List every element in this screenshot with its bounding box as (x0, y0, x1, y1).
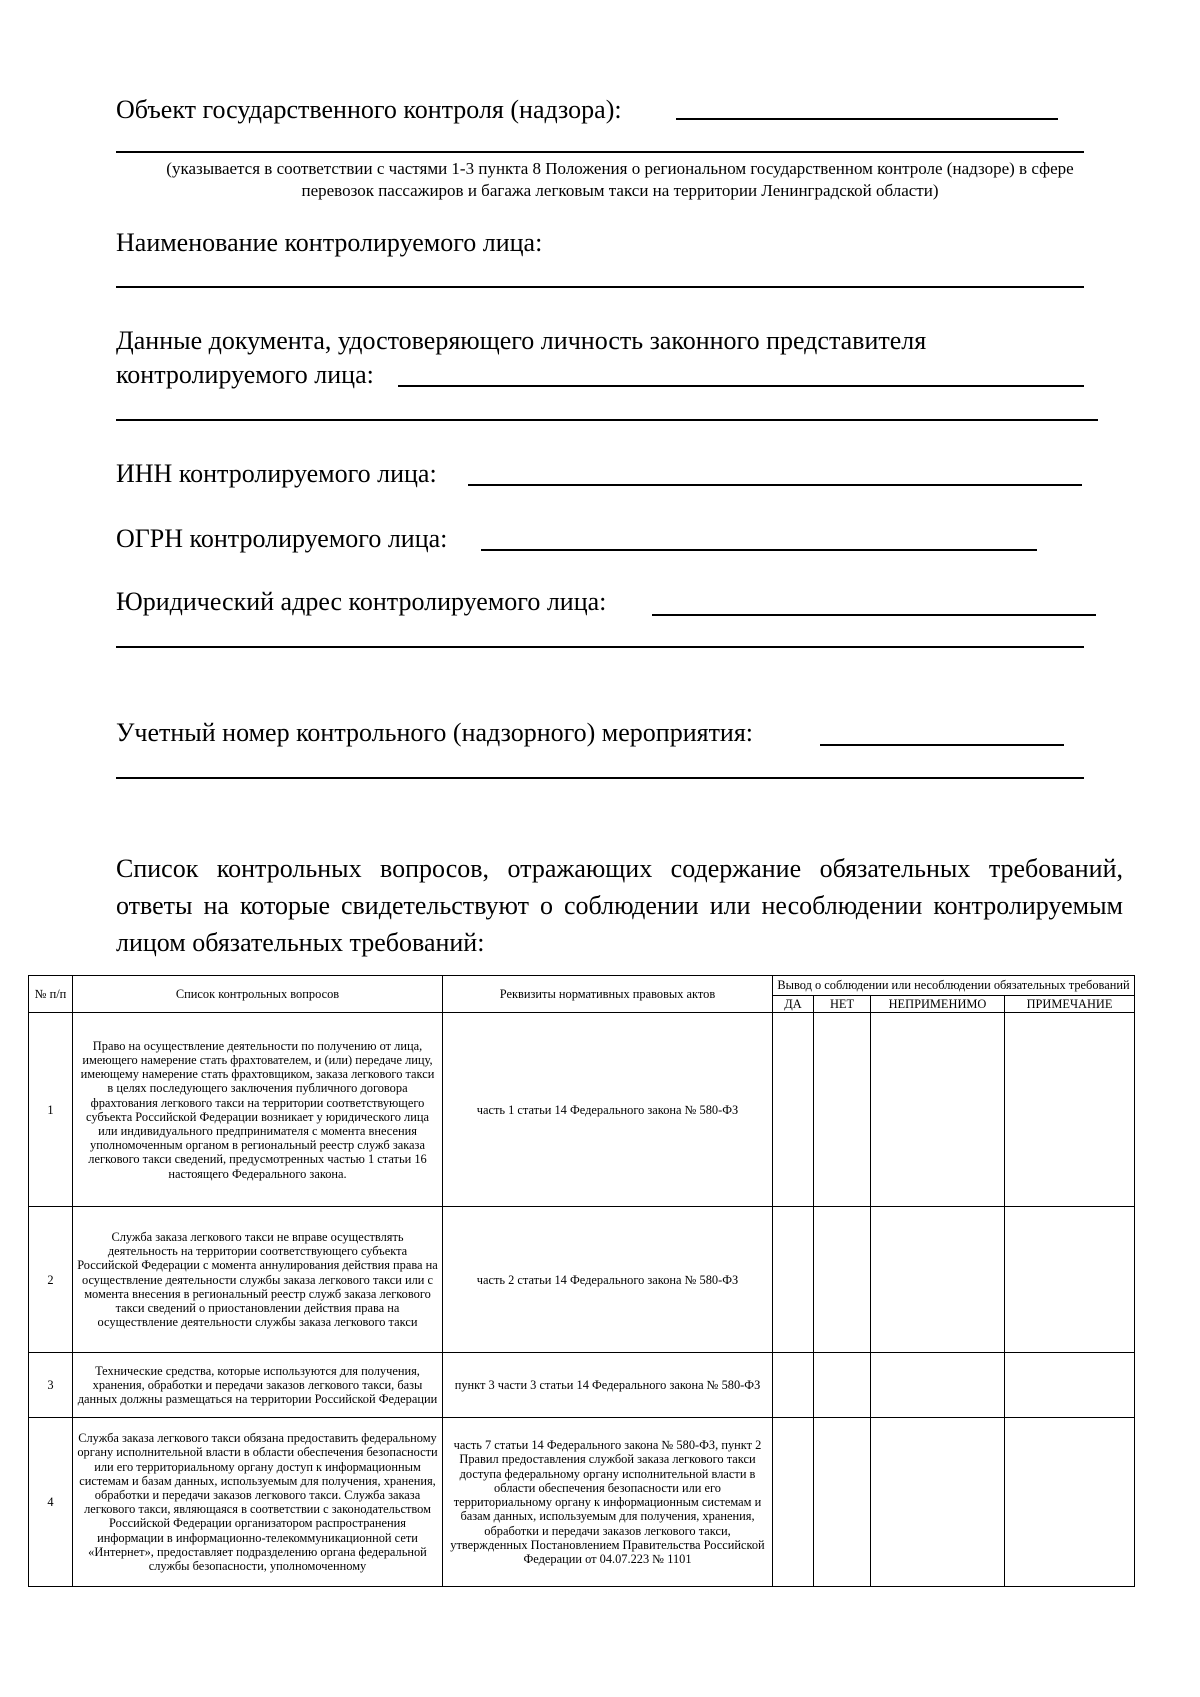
table-row (29, 1418, 1135, 1587)
header-no: НЕТ (814, 996, 871, 1013)
cell-na[interactable] (871, 1013, 1005, 1207)
header-questions: Список контрольных вопросов (73, 976, 443, 1013)
cell-yes[interactable] (773, 1207, 814, 1353)
header-acts: Реквизиты нормативных правовых актов (443, 976, 773, 1013)
row-act: часть 7 статьи 14 Федерального закона № 580-ФЗ, пункт 2 Правил предоставления службой заказа легкового такси доступа федеральному органу исполнительной власти в области обеспечения безопасности или его территориальному органу к информационным системам и базам данных, используемым для получения, хранения, обработки и передачи заказов легкового такси, утвержденных Постановлением Правительства Российской Федерации от 04.07.223 № 1101 (443, 1418, 773, 1587)
object-field-line2[interactable] (116, 151, 1084, 153)
cell-na[interactable] (871, 1207, 1005, 1353)
header-conclusion: Вывод о соблюдении или несоблюдении обязательных требований (773, 976, 1135, 996)
row-act: пункт 3 части 3 статьи 14 Федерального закона № 580-ФЗ (443, 1353, 773, 1418)
cell-no[interactable] (814, 1353, 871, 1418)
cell-remark[interactable] (1005, 1353, 1135, 1418)
row-num: 4 (29, 1418, 73, 1587)
doc-field[interactable] (398, 385, 1084, 387)
cell-na[interactable] (871, 1418, 1005, 1587)
inn-field[interactable] (468, 484, 1082, 486)
header-yes: ДА (773, 996, 814, 1013)
table-row (29, 1207, 1135, 1353)
ogrn-field[interactable] (481, 549, 1037, 551)
record-label: Учетный номер контрольного (надзорного) мероприятия: (116, 718, 754, 747)
cell-yes[interactable] (773, 1353, 814, 1418)
cell-no[interactable] (814, 1418, 871, 1587)
object-field[interactable] (676, 118, 1058, 120)
inn-label: ИНН контролируемого лица: (116, 459, 437, 488)
record-field[interactable] (820, 744, 1064, 746)
row-act: часть 1 статьи 14 Федерального закона № 580-ФЗ (443, 1013, 773, 1207)
row-question: Технические средства, которые используются для получения, хранения, обработки и передачи заказов легкового такси, базы данных должны размещаться на территории Российской Федерации (73, 1353, 443, 1418)
cell-na[interactable] (871, 1353, 1005, 1418)
cell-remark[interactable] (1005, 1207, 1135, 1353)
cell-yes[interactable] (773, 1418, 814, 1587)
address-field-line2[interactable] (116, 646, 1084, 648)
name-label: Наименование контролируемого лица: (116, 228, 543, 257)
row-question: Служба заказа легкового такси не вправе осуществлять деятельность на территории соответствующего субъекта Российской Федерации с момента аннулирования действия права на осуществление деятельности службы заказа легкового такси или с момента внесения в региональный реестр служб заказа легкового такси сведений о приостановлении действия права на осуществление деятельности службы заказа легкового такси (73, 1207, 443, 1353)
cell-no[interactable] (814, 1207, 871, 1353)
doc-label-line1: Данные документа, удостоверяющего личность законного представителя (116, 326, 927, 355)
cell-remark[interactable] (1005, 1418, 1135, 1587)
address-label: Юридический адрес контролируемого лица: (116, 587, 607, 616)
header-na: НЕПРИМЕНИМО (871, 996, 1005, 1013)
cell-remark[interactable] (1005, 1013, 1135, 1207)
row-num: 2 (29, 1207, 73, 1353)
cell-yes[interactable] (773, 1013, 814, 1207)
row-question: Служба заказа легкового такси обязана предоставить федеральному органу исполнительной власти в области обеспечения безопасности или его территориальному органу доступ к информационным системам и базам данных, используемым для получения, хранения, обработки и передачи заказов легкового такси. Служба заказа легкового такси, являющаяся в соответствии с законодательством Российской Федерации организатором распространения информации в информационно-телекоммуникационной сети «Интернет», предоставляет подразделению органа федеральной службы безопасности, уполномоченному (73, 1418, 443, 1587)
row-num: 1 (29, 1013, 73, 1207)
name-field[interactable] (116, 286, 1084, 288)
row-act: часть 2 статьи 14 Федерального закона № 580-ФЗ (443, 1207, 773, 1353)
row-question: Право на осуществление деятельности по получению от лица, имеющего намерение стать фрахтователем, и (или) передаче лицу, имеющему намерение стать фрахтовщиком, заказа легкового такси в целях последующего заключения публичного договора фрахтования легкового такси на территории соответствующего субъекта Российской Федерации возникает у юридического лица или индивидуального предпринимателя с момента внесения уполномоченным органом в региональный реестр служб заказа легкового такси сведений, предусмотренных частью 1 статьи 16 настоящего Федерального закона. (73, 1013, 443, 1207)
table-row (29, 1013, 1135, 1207)
object-note: (указывается в соответствии с частями 1-3 пункта 8 Положения о региональном государственном контроле (надзоре) в сфере перевозок пассажиров и багажа легковым такси на территории Ленинградской области) (166, 159, 1074, 200)
record-field-line2[interactable] (116, 777, 1084, 779)
object-label: Объект государственного контроля (надзора): (116, 95, 622, 124)
cell-no[interactable] (814, 1013, 871, 1207)
header-remark: ПРИМЕЧАНИЕ (1005, 996, 1135, 1013)
address-field[interactable] (652, 614, 1096, 616)
row-num: 3 (29, 1353, 73, 1418)
checklist-intro: Список контрольных вопросов, отражающих содержание обязательных требований, ответы на которые свидетельствуют о соблюдении или несоблюдении контролируемым лицом обязательных требований: (116, 854, 1123, 957)
header-num: № п/п (29, 976, 73, 1013)
doc-label-line2: контролируемого лица: (116, 360, 374, 389)
ogrn-label: ОГРН контролируемого лица: (116, 524, 448, 553)
table-row (29, 1353, 1135, 1418)
doc-field-line2[interactable] (116, 419, 1098, 421)
checklist-table (28, 975, 1135, 1587)
